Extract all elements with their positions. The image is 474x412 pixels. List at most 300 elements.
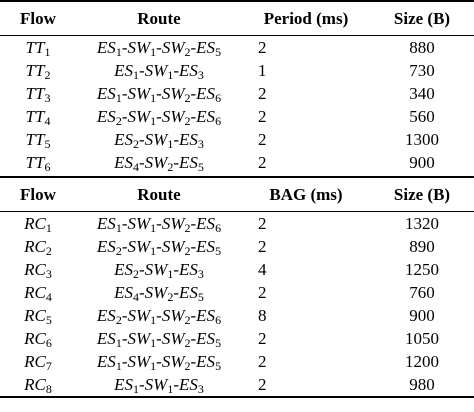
route-node — [145, 375, 174, 394]
size-cell: 560 — [409, 107, 435, 126]
route-node-base: SW — [161, 237, 185, 256]
flow-id-base: RC — [24, 306, 46, 325]
table-row — [0, 128, 474, 151]
route-node — [162, 38, 191, 57]
route-node-sub: 2 — [184, 91, 191, 105]
route-separator: - — [173, 130, 179, 149]
route-node — [196, 306, 221, 325]
route-node-base: ES — [114, 61, 133, 80]
route-node — [97, 306, 122, 325]
route-node-sub: 5 — [215, 359, 222, 373]
route-separator: - — [138, 153, 145, 172]
route-node-sub: 1 — [150, 313, 157, 327]
value-cell: 4 — [258, 260, 267, 279]
route-separator: - — [156, 214, 162, 233]
table-row — [0, 350, 474, 373]
route-separator: - — [121, 237, 128, 256]
header-flow: Flow — [0, 1, 76, 36]
flow-id-base: TT — [25, 61, 45, 80]
route-node — [162, 306, 191, 325]
route-separator: - — [173, 153, 179, 172]
route-node-base: ES — [196, 84, 216, 103]
route-node — [179, 130, 204, 149]
route-node-base: SW — [127, 84, 151, 103]
route-node-base: ES — [196, 107, 216, 126]
route-separator: - — [156, 38, 162, 57]
route-node-base: SW — [161, 38, 185, 57]
route-separator: - — [121, 329, 128, 348]
size-cell: 880 — [409, 38, 435, 57]
route-separator: - — [190, 352, 197, 371]
flow-id-sub: 6 — [45, 336, 52, 350]
value-cell: 2 — [258, 237, 267, 256]
flow-id-sub: 2 — [45, 244, 52, 258]
table-row — [0, 82, 474, 105]
flow-cell — [0, 258, 76, 281]
flow-cell — [0, 36, 76, 60]
route-node-base: SW — [161, 84, 185, 103]
route-node-sub: 1 — [150, 336, 157, 350]
flow-id — [24, 352, 52, 371]
flow-cell — [0, 82, 76, 105]
flow-id-sub: 4 — [45, 290, 52, 304]
route-separator: - — [173, 61, 179, 80]
size-cell: 1200 — [405, 352, 439, 371]
route-node — [145, 153, 174, 172]
route-separator: - — [156, 352, 162, 371]
route-node-sub: 4 — [132, 160, 139, 174]
route-node-base: ES — [96, 306, 116, 325]
route-node — [114, 283, 139, 302]
route-node-base: SW — [144, 130, 168, 149]
route-node-sub: 5 — [197, 290, 204, 304]
route-node — [127, 107, 156, 126]
flow-id-sub: 1 — [45, 221, 52, 235]
value-cell: 2 — [258, 84, 267, 103]
route-node-sub: 1 — [115, 91, 122, 105]
route-cell — [76, 36, 242, 60]
route-node-base: SW — [144, 283, 168, 302]
route-node — [162, 214, 191, 233]
route-node — [114, 375, 139, 394]
flow-id — [24, 306, 52, 325]
route-separator: - — [190, 107, 197, 126]
route-separator: - — [190, 214, 197, 233]
route-node — [179, 375, 204, 394]
route-separator: - — [190, 329, 197, 348]
flow-id-base: TT — [25, 153, 45, 172]
route-node-base: ES — [114, 375, 133, 394]
size-cell: 730 — [409, 61, 435, 80]
route-node-sub: 1 — [150, 114, 157, 128]
route-node — [179, 283, 204, 302]
route-node-base: ES — [179, 61, 198, 80]
flow-id — [24, 214, 52, 233]
flow-id-base: TT — [25, 130, 45, 149]
header-row — [0, 177, 474, 212]
flow-id-sub: 4 — [44, 114, 51, 128]
route-node-base: SW — [127, 306, 151, 325]
route-node-sub: 6 — [215, 91, 222, 105]
route-node-sub: 2 — [115, 114, 122, 128]
size-cell: 340 — [409, 84, 435, 103]
route-node — [196, 237, 221, 256]
route-node-base: ES — [96, 352, 116, 371]
flow-id-base: TT — [25, 84, 45, 103]
route-node-sub: 4 — [132, 290, 139, 304]
table-row — [0, 373, 474, 397]
route-node — [162, 107, 191, 126]
table-row — [0, 281, 474, 304]
route-node — [127, 329, 156, 348]
route-node — [179, 61, 204, 80]
route-node-base: SW — [144, 153, 168, 172]
size-cell: 1300 — [405, 130, 439, 149]
route-node — [127, 84, 156, 103]
flow-id-sub: 2 — [44, 68, 51, 82]
route-separator: - — [121, 38, 128, 57]
route-node-sub: 2 — [115, 313, 122, 327]
route-node-base: SW — [161, 329, 185, 348]
flow-id — [26, 38, 51, 57]
route-separator: - — [190, 306, 197, 325]
route-node-base: ES — [96, 38, 116, 57]
route-separator: - — [190, 84, 197, 103]
route-node-base: ES — [96, 237, 116, 256]
flow-id — [24, 237, 52, 256]
route-node — [196, 352, 221, 371]
value-cell: 2 — [258, 352, 267, 371]
flow-id — [26, 153, 51, 172]
route-node-sub: 5 — [215, 336, 222, 350]
route-node — [162, 237, 191, 256]
route-node-base: SW — [144, 260, 168, 279]
flow-id — [26, 84, 51, 103]
route-cell — [76, 151, 242, 177]
header-size: Size (B) — [370, 177, 474, 212]
route-separator: - — [173, 375, 179, 394]
route-cell — [76, 235, 242, 258]
route-cell — [76, 281, 242, 304]
route-separator: - — [121, 107, 128, 126]
route-separator: - — [156, 329, 162, 348]
route-node-sub: 1 — [150, 359, 157, 373]
size-cell: 900 — [409, 306, 435, 325]
flow-cell — [0, 327, 76, 350]
header-value: BAG (ms) — [242, 177, 370, 212]
route-node — [145, 130, 174, 149]
flow-id — [24, 260, 52, 279]
size-cell: 760 — [409, 283, 435, 302]
route-node-sub: 1 — [150, 244, 157, 258]
route-node-sub: 2 — [184, 359, 191, 373]
route-node-base: SW — [161, 306, 185, 325]
route-node-sub: 5 — [197, 160, 204, 174]
route-cell — [76, 327, 242, 350]
route-node — [97, 107, 122, 126]
route-node — [114, 130, 139, 149]
route-node — [127, 214, 156, 233]
route-node-sub: 1 — [167, 382, 174, 396]
flow-cell — [0, 151, 76, 177]
route-separator: - — [156, 237, 162, 256]
route-cell — [76, 373, 242, 397]
route-node — [196, 84, 221, 103]
route-separator: - — [156, 306, 162, 325]
route-node-base: ES — [196, 329, 216, 348]
table-row — [0, 212, 474, 236]
value-cell: 2 — [258, 214, 267, 233]
flow-id-sub: 8 — [45, 382, 52, 396]
route-node — [114, 61, 139, 80]
route-node-base: ES — [179, 130, 198, 149]
flow-id — [26, 130, 51, 149]
route-node-base: ES — [96, 107, 116, 126]
flow-id — [26, 107, 51, 126]
route-node — [114, 153, 139, 172]
route-node-sub: 3 — [197, 137, 204, 151]
flow-cell — [0, 128, 76, 151]
route-node-base: ES — [196, 352, 216, 371]
route-node — [127, 352, 156, 371]
header-route: Route — [76, 177, 242, 212]
route-node — [179, 153, 204, 172]
route-node-sub: 1 — [115, 45, 122, 59]
route-node — [127, 237, 156, 256]
route-node-base: SW — [127, 38, 151, 57]
route-node-sub: 1 — [115, 221, 122, 235]
flow-cell — [0, 373, 76, 397]
route-node-base: ES — [114, 153, 133, 172]
flow-id-base: RC — [24, 329, 46, 348]
route-cell — [76, 59, 242, 82]
route-node-sub: 2 — [167, 160, 174, 174]
route-node-base: SW — [161, 214, 185, 233]
flow-id-base: RC — [24, 237, 46, 256]
route-separator: - — [121, 352, 128, 371]
flow-cell — [0, 281, 76, 304]
route-node-base: ES — [114, 283, 133, 302]
flow-cell — [0, 304, 76, 327]
route-node — [145, 61, 174, 80]
route-node-sub: 2 — [184, 336, 191, 350]
route-separator: - — [190, 38, 197, 57]
route-node-base: SW — [127, 352, 151, 371]
value-cell: 1 — [258, 61, 267, 80]
route-separator: - — [121, 214, 128, 233]
route-node — [97, 214, 122, 233]
flow-id — [24, 283, 52, 302]
route-node — [97, 237, 122, 256]
route-node-sub: 2 — [132, 137, 139, 151]
route-node-base: SW — [144, 61, 168, 80]
route-separator: - — [156, 107, 162, 126]
table-row — [0, 151, 474, 177]
size-cell: 1050 — [405, 329, 439, 348]
route-node-base: SW — [127, 329, 151, 348]
header-row — [0, 1, 474, 36]
route-node-base: SW — [144, 375, 168, 394]
route-node-sub: 1 — [167, 137, 174, 151]
route-node — [114, 260, 139, 279]
route-node-base: ES — [96, 214, 116, 233]
flow-id-sub: 7 — [45, 359, 52, 373]
flow-id-base: RC — [24, 260, 46, 279]
table-row — [0, 304, 474, 327]
route-cell — [76, 212, 242, 236]
route-node — [97, 84, 122, 103]
flow-id-base: RC — [24, 283, 46, 302]
route-node-base: ES — [114, 130, 133, 149]
route-node-sub: 2 — [184, 45, 191, 59]
route-node-sub: 6 — [215, 114, 222, 128]
flow-cell — [0, 350, 76, 373]
route-node — [97, 329, 122, 348]
route-cell — [76, 128, 242, 151]
route-node-base: ES — [196, 306, 216, 325]
table-row — [0, 235, 474, 258]
route-node-sub: 1 — [115, 336, 122, 350]
route-separator: - — [121, 306, 128, 325]
value-cell: 2 — [258, 283, 267, 302]
route-node-base: SW — [127, 107, 151, 126]
route-node-base: SW — [127, 237, 151, 256]
route-separator: - — [173, 260, 179, 279]
value-cell: 2 — [258, 107, 267, 126]
route-node-base: SW — [127, 214, 151, 233]
size-cell: 900 — [370, 151, 474, 177]
flow-id-base: TT — [25, 107, 45, 126]
size-cell: 1250 — [405, 260, 439, 279]
flow-id-base: RC — [24, 214, 46, 233]
route-node-sub: 1 — [150, 221, 157, 235]
table-row — [0, 105, 474, 128]
route-separator: - — [156, 84, 162, 103]
route-node-sub: 2 — [132, 267, 139, 281]
flow-id — [26, 61, 51, 80]
size-cell: 1320 — [405, 214, 439, 233]
route-node-base: ES — [196, 38, 216, 57]
route-node-sub: 5 — [215, 244, 222, 258]
route-node-sub: 1 — [115, 359, 122, 373]
route-node-sub: 1 — [132, 382, 139, 396]
route-node — [145, 283, 174, 302]
route-node-sub: 2 — [167, 290, 174, 304]
route-separator: - — [173, 283, 179, 302]
route-node — [196, 214, 221, 233]
route-node-base: ES — [179, 260, 198, 279]
route-node-sub: 1 — [167, 68, 174, 82]
value-cell: 2 — [242, 373, 370, 397]
route-node — [162, 84, 191, 103]
header-flow: Flow — [0, 177, 76, 212]
table-row — [0, 59, 474, 82]
route-node-sub: 2 — [184, 221, 191, 235]
value-cell: 8 — [258, 306, 267, 325]
route-node — [127, 38, 156, 57]
route-node — [162, 329, 191, 348]
route-node — [196, 38, 221, 57]
flow-id-base: RC — [24, 352, 46, 371]
route-node-base: ES — [179, 153, 198, 172]
route-node-base: ES — [114, 260, 133, 279]
route-node-base: SW — [161, 352, 185, 371]
route-node-sub: 2 — [184, 244, 191, 258]
flow-id — [24, 375, 52, 394]
route-separator: - — [138, 375, 145, 394]
route-separator: - — [190, 237, 197, 256]
route-node-sub: 1 — [150, 45, 157, 59]
value-cell: 2 — [242, 151, 370, 177]
flow-id-sub: 6 — [44, 160, 51, 174]
route-cell — [76, 105, 242, 128]
flow-cell — [0, 235, 76, 258]
flow-id-sub: 3 — [44, 91, 51, 105]
route-node-sub: 5 — [215, 45, 222, 59]
value-cell: 2 — [258, 130, 267, 149]
route-node-sub: 6 — [215, 221, 222, 235]
route-node-sub: 6 — [215, 313, 222, 327]
value-cell: 2 — [258, 329, 267, 348]
route-separator: - — [138, 260, 145, 279]
route-separator: - — [138, 61, 145, 80]
route-node-base: ES — [179, 375, 198, 394]
flow-id-sub: 3 — [45, 267, 52, 281]
route-cell — [76, 82, 242, 105]
route-node-sub: 1 — [150, 91, 157, 105]
route-node-base: ES — [96, 84, 116, 103]
route-node-sub: 1 — [132, 68, 139, 82]
route-cell — [76, 258, 242, 281]
table-row — [0, 258, 474, 281]
route-separator: - — [138, 130, 145, 149]
route-node-base: ES — [179, 283, 198, 302]
flow-table-body — [0, 1, 474, 397]
route-node-base: SW — [161, 107, 185, 126]
route-separator: - — [121, 84, 128, 103]
route-node-sub: 3 — [197, 68, 204, 82]
route-node — [97, 38, 122, 57]
route-node-sub: 3 — [197, 382, 204, 396]
table-row — [0, 36, 474, 60]
header-size: Size (B) — [370, 1, 474, 36]
route-node — [196, 329, 221, 348]
route-node — [145, 260, 174, 279]
table-row — [0, 327, 474, 350]
route-node-sub: 2 — [115, 244, 122, 258]
size-cell: 980 — [370, 373, 474, 397]
value-cell: 2 — [258, 38, 267, 57]
route-node-base: ES — [196, 237, 216, 256]
route-node — [127, 306, 156, 325]
flow-cell — [0, 212, 76, 236]
flow-id-sub: 5 — [45, 313, 52, 327]
route-node-sub: 1 — [167, 267, 174, 281]
route-node — [179, 260, 204, 279]
route-node-sub: 2 — [184, 313, 191, 327]
route-node — [162, 352, 191, 371]
route-node-base: ES — [196, 214, 216, 233]
route-separator: - — [138, 283, 145, 302]
route-node — [196, 107, 221, 126]
route-node-sub: 3 — [197, 267, 204, 281]
route-cell — [76, 304, 242, 327]
flow-id-sub: 1 — [44, 45, 51, 59]
size-cell: 890 — [409, 237, 435, 256]
header-route: Route — [76, 1, 242, 36]
route-node-base: ES — [96, 329, 116, 348]
flow-id-base: RC — [24, 375, 46, 394]
